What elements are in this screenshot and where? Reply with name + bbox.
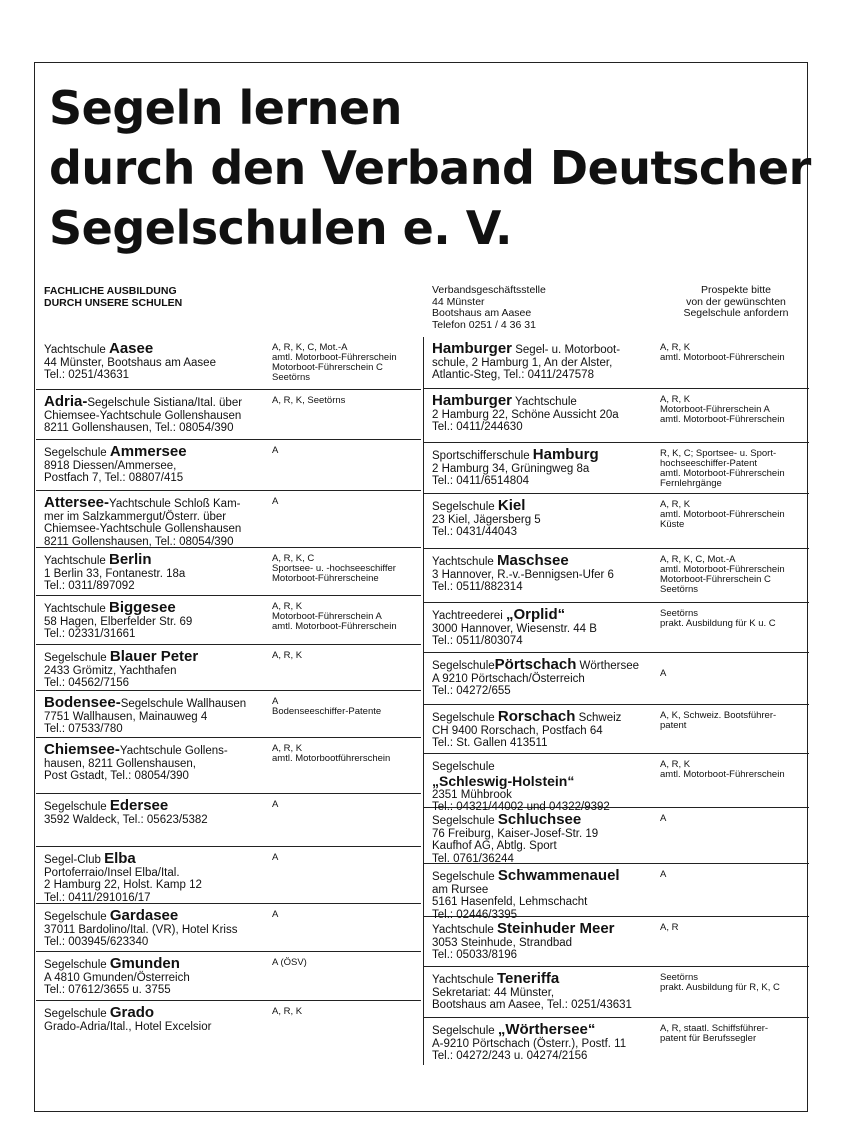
brochure-note-line: von der gewünschten: [686, 295, 786, 308]
category-line: A, R, K, Seetörns: [272, 395, 346, 406]
school-entry: [36, 847, 421, 904]
school-type: Yachtschule: [432, 556, 497, 568]
school-address-line: CH 9400 Rorschach, Postfach 64: [432, 724, 603, 737]
school-entry: [36, 491, 421, 548]
school-name: Aasee: [109, 340, 154, 357]
school-name: Biggesee: [109, 599, 176, 616]
school-type-suffix: Segelschule Wallhausen: [120, 698, 247, 710]
school-details: [432, 606, 597, 648]
school-name: Edersee: [109, 797, 169, 814]
school-entry: [36, 904, 421, 952]
school-address-line: 8211 Gollenshausen, Tel.: 08054/390: [44, 535, 234, 548]
school-entry: [424, 337, 809, 389]
category-line: A, R, K: [272, 743, 303, 754]
training-categories: [660, 870, 666, 880]
category-line: A, R, staatl. Schiffsführer-: [660, 1023, 769, 1034]
school-entry: [424, 754, 809, 813]
training-categories: [660, 500, 785, 530]
category-line: amtl. Motorboot-Führerschein: [660, 769, 785, 780]
school-address-line: Tel.: 04272/243 u. 04274/2156: [432, 1050, 588, 1062]
office-address-line: Bootshaus am Aasee: [432, 307, 532, 319]
school-address-line: 3000 Hannover, Wiesenstr. 44 B: [432, 622, 597, 635]
category-line: A, R, K, C: [272, 553, 315, 564]
school-address-line: Grado-Adria/Ital., Hotel Excelsior: [44, 1020, 212, 1033]
training-categories: [660, 609, 776, 629]
training-categories: [272, 554, 396, 584]
training-categories: [272, 744, 390, 764]
category-line: Sportsee- u. -hochseeschiffer: [272, 563, 396, 574]
category-line: A, R, K: [660, 394, 691, 405]
school-address-line: 37011 Bardolino/Ital. (VR), Hotel Kriss: [44, 923, 238, 936]
school-name: Hamburger: [432, 340, 513, 357]
school-address-line: Tel.: 0431/44043: [432, 526, 518, 538]
training-heading-line: FACHLICHE AUSBILDUNG: [44, 285, 177, 297]
training-categories: [660, 555, 785, 595]
school-details: [44, 694, 247, 736]
training-categories: [660, 1024, 768, 1044]
school-address-line: 2433 Grömitz, Yachthafen: [44, 664, 177, 677]
school-address-line: Tel.: 0411/291016/17: [44, 891, 151, 904]
category-line: A: [660, 668, 667, 679]
school-address-line: Chiemsee-Yachtschule Gollenshausen: [44, 523, 242, 535]
school-name: Hamburg: [532, 446, 599, 463]
category-line: A, R, K: [660, 759, 691, 770]
category-line: A: [272, 799, 279, 810]
school-type-suffix: Segelschule Sistiana/Ital. über: [87, 397, 243, 409]
school-address-line: 8918 Diessen/Ammersee,: [44, 459, 177, 472]
school-details: [44, 955, 190, 997]
page-title: [49, 78, 811, 258]
school-details: [44, 741, 228, 783]
office-address-line: 44 Münster: [432, 295, 485, 308]
category-line: A: [272, 909, 279, 920]
school-address-line: am Rursee: [432, 883, 489, 896]
school-address-line: Tel.: 0311/897092: [44, 580, 135, 592]
office-address-line: Verbandsgeschäftsstelle: [432, 284, 546, 296]
training-categories: [660, 814, 666, 824]
school-type: Segelschule: [44, 959, 110, 971]
school-name: Steinhuder Meer: [497, 920, 615, 937]
school-address-line: 44 Münster, Bootshaus am Aasee: [44, 356, 216, 369]
category-line: Küste: [660, 519, 685, 530]
school-type: Yachtschule: [44, 555, 109, 567]
school-type: Sportschifferschule: [432, 450, 533, 462]
school-address-line: Tel.: 04272/655: [432, 685, 511, 697]
school-entry: [36, 390, 421, 440]
school-address-line: Tel.: 07533/780: [44, 723, 123, 735]
training-categories: [272, 602, 397, 632]
category-line: A, K, Schweiz. Bootsführer-: [660, 710, 777, 721]
category-line: Seetörns: [660, 972, 699, 983]
school-name: Berlin: [109, 551, 152, 568]
school-name: „Orplid“: [505, 606, 566, 623]
school-type: Segelschule: [432, 1025, 498, 1037]
school-type: Segelschule: [44, 652, 110, 664]
school-heading: [432, 867, 620, 884]
school-heading: [432, 392, 619, 409]
training-categories: [272, 958, 307, 968]
brochure-note-line: Segelschule anfordern: [683, 307, 789, 319]
school-address-line: A 4810 Gmunden/Österreich: [44, 971, 190, 984]
school-heading: [432, 760, 610, 774]
school-name: Kiel: [497, 497, 526, 514]
category-line: Motorboot-Führerschein C: [272, 362, 383, 373]
category-line: prakt. Ausbildung für R, K, C: [660, 982, 780, 993]
school-details: [432, 497, 541, 539]
school-heading: [44, 797, 208, 814]
school-list-right: [423, 337, 809, 1065]
category-line: Seetörns: [660, 584, 699, 595]
category-line: A: [272, 852, 279, 863]
category-line: A: [272, 696, 279, 707]
school-heading: [44, 907, 237, 924]
school-address-line: 8211 Gollenshausen, Tel.: 08054/390: [44, 422, 234, 434]
school-entry: [424, 705, 809, 754]
school-name: Grado: [109, 1004, 155, 1021]
school-entry: [36, 645, 421, 691]
category-line: hochseeschiffer-Patent: [660, 458, 757, 469]
category-line: prakt. Ausbildung für K u. C: [660, 618, 776, 629]
school-address-line: A-9210 Pörtschach (Österr.), Postf. 11: [432, 1037, 627, 1050]
training-categories: [660, 711, 776, 731]
school-type-suffix: Segel- u. Motorboot-: [512, 344, 621, 356]
school-type: Segelschule: [44, 1008, 110, 1020]
school-address-line: Post Gstadt, Tel.: 08054/390: [44, 770, 189, 782]
school-entry: [36, 691, 421, 738]
school-type-suffix: Wörthersee: [576, 660, 639, 672]
school-heading: [44, 850, 202, 867]
school-address-line: Tel. 0761/36244: [432, 852, 514, 865]
school-heading: [44, 551, 185, 568]
school-address-line: 2 Hamburg 34, Grüningweg 8a: [432, 462, 590, 475]
school-address-line: Chiemsee-Yachtschule Gollenshausen: [44, 409, 242, 422]
school-details: [432, 970, 632, 1012]
school-details: [44, 907, 238, 949]
school-name: Teneriffa: [497, 970, 560, 987]
school-entry: [424, 389, 809, 443]
school-heading: [44, 955, 190, 972]
school-name: Adria-: [44, 393, 88, 410]
category-line: amtl. Motorboot-Führerschein: [660, 509, 785, 520]
school-entry: [36, 337, 421, 390]
school-address-line: Tel.: 0411/244630: [432, 421, 523, 433]
school-details: [44, 551, 186, 593]
school-address-line: Portoferraio/Insel Elba/Ital.: [44, 866, 180, 879]
training-categories: [660, 395, 785, 425]
school-heading: [432, 920, 615, 937]
school-heading: [44, 694, 247, 711]
school-entry: [424, 653, 809, 705]
school-address-line: Tel.: 07612/3655 u. 3755: [44, 984, 171, 996]
school-entry: [424, 1018, 809, 1065]
school-list-left: [36, 337, 421, 1050]
school-heading: [432, 708, 622, 725]
school-entry: [424, 864, 809, 921]
school-name: „Wörthersee“: [497, 1021, 596, 1038]
school-name: Maschsee: [497, 552, 569, 569]
school-address-line: Tel.: 0511/803074: [432, 635, 523, 647]
school-address-line: 58 Hagen, Elberfelder Str. 69: [44, 615, 193, 628]
training-heading-line: DURCH UNSERE SCHULEN: [44, 296, 183, 309]
school-address-line: 1 Berlin 33, Fontanestr. 18a: [44, 567, 186, 580]
school-details: [432, 552, 614, 594]
school-address-line: Tel.: 05033/8196: [432, 949, 518, 961]
title-line-2: durch den Verband Deutscher: [49, 141, 811, 195]
category-line: amtl. Motorboot-Führerschein: [272, 621, 397, 632]
category-line: Motorboot-Führerschein A: [660, 404, 770, 415]
school-entry: [36, 596, 421, 645]
category-line: Seetörns: [272, 372, 311, 383]
school-address-line: hausen, 8211 Gollenshausen,: [44, 757, 196, 770]
brochure-note-line: Prospekte bitte: [700, 284, 772, 296]
training-categories: [660, 449, 785, 489]
school-address-line: Tel.: 0411/6514804: [432, 475, 529, 487]
school-address-line: Tel.: St. Gallen 413511: [432, 737, 548, 749]
school-details: [44, 340, 216, 382]
school-type: Yachtschule: [432, 924, 497, 936]
training-categories: [272, 910, 278, 920]
office-address-line: Telefon 0251 / 4 36 31: [432, 318, 536, 331]
training-categories: [660, 973, 780, 993]
school-details: [44, 393, 243, 435]
school-type-suffix: Yachtschule Schloß Kam-: [109, 498, 241, 510]
school-type: Yachtschule: [432, 974, 497, 986]
category-line: A: [272, 445, 279, 456]
school-name: Schwammenauel: [497, 867, 620, 884]
school-details: [432, 392, 619, 434]
training-categories: [660, 343, 785, 363]
school-name: Gardasee: [109, 907, 179, 924]
school-address-line: 3053 Steinhude, Strandbad: [432, 936, 573, 949]
title-line-1: Segeln lernen: [49, 81, 402, 135]
school-details: [432, 708, 622, 750]
school-details: [432, 811, 599, 865]
category-line: A, R: [660, 922, 679, 933]
school-entry: [424, 917, 809, 967]
school-entry: [424, 443, 809, 494]
school-heading: [432, 340, 621, 357]
school-type: Segelschule: [44, 801, 110, 813]
school-address-line: Postfach 7, Tel.: 08807/415: [44, 472, 184, 484]
school-heading: [432, 970, 632, 987]
school-name: Attersee-: [44, 494, 110, 511]
training-categories: [272, 1007, 302, 1017]
school-name: Hamburger: [432, 392, 513, 409]
category-line: R, K, C; Sportsee- u. Sport-: [660, 448, 777, 459]
category-line: A, R, K: [272, 601, 303, 612]
school-address-line: 3592 Waldeck, Tel.: 05623/5382: [44, 813, 208, 826]
school-details: [432, 1021, 627, 1063]
category-line: amtl. Motorboot-Führerschein: [660, 564, 785, 575]
school-address-line: Kaufhof AG, Abtlg. Sport: [432, 840, 557, 852]
category-line: A: [272, 496, 279, 507]
school-entry: [36, 548, 421, 596]
training-categories: [272, 697, 381, 717]
school-heading: [432, 811, 598, 828]
school-address-line: 2 Hamburg 22, Schöne Aussicht 20a: [432, 408, 619, 421]
school-address-line: schule, 2 Hamburg 1, An der Alster,: [432, 356, 613, 369]
school-address-line: A 9210 Pörtschach/Österreich: [432, 672, 585, 685]
school-details: [44, 1004, 212, 1033]
school-entry: [424, 603, 809, 653]
school-address-line: 5161 Hasenfeld, Lehmschacht: [432, 896, 588, 908]
category-line: A, R, K: [272, 650, 303, 661]
school-name: Bodensee-: [44, 694, 121, 711]
school-type-suffix: Schweiz: [575, 712, 622, 724]
school-name: Blauer Peter: [109, 648, 199, 665]
school-heading: [432, 446, 599, 463]
category-line: A (ÖSV): [272, 957, 307, 968]
school-address-line: Bootshaus am Aasee, Tel.: 0251/43631: [432, 999, 632, 1011]
school-details: [432, 760, 610, 814]
school-heading: [44, 443, 187, 460]
training-categories: [272, 497, 278, 507]
school-details: [44, 494, 242, 548]
school-address-line: Tel.: 04321/44002 und 04322/9392: [432, 801, 610, 813]
school-address-line: 76 Freiburg, Kaiser-Josef-Str. 19: [432, 827, 599, 840]
school-entry: [36, 738, 421, 794]
school-heading: [432, 552, 614, 569]
category-line: patent: [660, 720, 687, 731]
category-line: A: [660, 813, 667, 824]
category-line: Fernlehrgänge: [660, 478, 722, 489]
school-name: Pörtschach: [494, 656, 577, 673]
school-type: Segel-Club: [44, 854, 105, 866]
category-line: Motorboot-Führerschein C: [660, 574, 771, 585]
school-address-line: Tel.: 02446/3395: [432, 908, 518, 921]
training-categories: [272, 396, 345, 406]
school-address-line: Tel.: 003945/623340: [44, 936, 149, 948]
category-line: Bodenseeschiffer-Patente: [272, 706, 382, 717]
school-entry: [36, 952, 421, 1001]
school-details: [44, 443, 187, 485]
school-heading: [44, 393, 243, 410]
school-name: Rorschach: [497, 708, 576, 725]
school-type: Yachtschule: [44, 603, 109, 615]
school-type: Segelschule: [432, 871, 498, 883]
category-line: A, R, K: [660, 499, 691, 510]
school-address-line: Sekretariat: 44 Münster,: [432, 986, 555, 999]
school-heading: [432, 497, 541, 514]
school-details: [432, 867, 620, 921]
school-address-line: 3 Hannover, R.-v.-Bennigsen-Ufer 6: [432, 568, 614, 581]
school-address-line: 7751 Wallhausen, Mainauweg 4: [44, 710, 208, 723]
school-address-line: 2351 Mühbrook: [432, 788, 512, 801]
category-line: amtl. Motorboot-Führerschein: [272, 352, 397, 363]
school-entry: [424, 967, 809, 1018]
category-line: A: [660, 869, 667, 880]
school-details: [432, 340, 621, 382]
school-details: [432, 920, 615, 962]
title-line-3: Segelschulen e. V.: [49, 201, 512, 255]
training-categories: [272, 651, 302, 661]
school-name: Elba: [104, 850, 136, 867]
school-address-line: mer im Salzkammergut/Österr. über: [44, 510, 227, 523]
school-entry: [424, 549, 809, 603]
category-line: amtl. Motorboot-Führerschein: [660, 468, 785, 479]
category-line: amtl. Motorbootführerschein: [272, 753, 391, 764]
school-address-line: Tel.: 02331/31661: [44, 628, 136, 640]
training-categories: [272, 800, 278, 810]
category-line: Motorboot-Führerschein A: [272, 611, 382, 622]
school-entry: [424, 808, 809, 864]
school-entry: [36, 440, 421, 491]
school-heading: [44, 741, 228, 758]
school-details: [432, 446, 599, 488]
category-line: patent für Berufssegler: [660, 1033, 757, 1044]
school-details: [44, 850, 202, 904]
training-categories: [660, 923, 678, 933]
school-heading: [44, 494, 241, 511]
category-line: Seetörns: [660, 608, 699, 619]
category-line: A, R, K: [660, 342, 691, 353]
school-address-line: 2 Hamburg 22, Holst. Kamp 12: [44, 879, 202, 891]
category-line: amtl. Motorboot-Führerschein: [660, 352, 785, 363]
brochure-note: [666, 285, 806, 320]
category-line: amtl. Motorboot-Führerschein: [660, 414, 785, 425]
category-line: Motorboot-Führerscheine: [272, 573, 379, 584]
school-type: Segelschule: [432, 712, 498, 724]
category-line: A, R, K: [272, 1006, 303, 1017]
school-entry: [36, 794, 421, 847]
school-type: Segelschule: [432, 815, 498, 827]
category-line: A, R, K, C, Mot.-A: [660, 554, 736, 565]
training-categories: [660, 760, 785, 780]
school-details: [432, 656, 639, 698]
school-type: Yachtschule: [44, 344, 109, 356]
training-categories: [660, 659, 666, 679]
training-categories: [272, 853, 278, 863]
training-categories: [272, 446, 278, 456]
school-type: Segelschule: [432, 660, 495, 672]
training-categories: [272, 343, 397, 383]
school-name: Gmunden: [109, 955, 180, 972]
training-heading: [44, 286, 182, 309]
category-line: A, R, K, C, Mot.-A: [272, 342, 348, 353]
school-address-line: Tel.: 0511/882314: [432, 581, 523, 593]
school-address-line: „Schleswig-Holstein“: [432, 772, 575, 789]
school-details: [44, 797, 208, 826]
school-heading: [44, 599, 192, 616]
school-entry: [36, 1001, 421, 1050]
school-address-line: 23 Kiel, Jägersberg 5: [432, 513, 541, 526]
school-type-suffix: Yachtschule: [512, 396, 577, 408]
school-address-line: Atlantic-Steg, Tel.: 0411/247578: [432, 369, 594, 381]
school-name: Schluchsee: [497, 811, 582, 828]
school-details: [44, 599, 193, 641]
school-type: Segelschule: [432, 501, 498, 513]
school-heading: [44, 340, 216, 357]
school-heading: [432, 656, 639, 673]
school-name: Ammersee: [109, 443, 187, 460]
office-address: [432, 285, 546, 331]
school-heading: [432, 606, 597, 623]
school-heading: [44, 1004, 211, 1021]
school-type: Segelschule: [44, 911, 110, 923]
school-heading: [44, 648, 199, 665]
school-details: [44, 648, 199, 690]
school-heading: [432, 1021, 626, 1038]
school-type: Segelschule: [44, 447, 110, 459]
school-entry: [424, 494, 809, 549]
school-name: Chiemsee-: [44, 741, 120, 758]
school-type-suffix: Yachtschule Gollens-: [119, 745, 228, 757]
school-address-line: Tel.: 0251/43631: [44, 369, 130, 381]
school-address-line: Tel.: 04562/7156: [44, 677, 130, 689]
school-type: Yachtreederei: [432, 610, 506, 622]
school-type: Segelschule: [432, 761, 495, 773]
